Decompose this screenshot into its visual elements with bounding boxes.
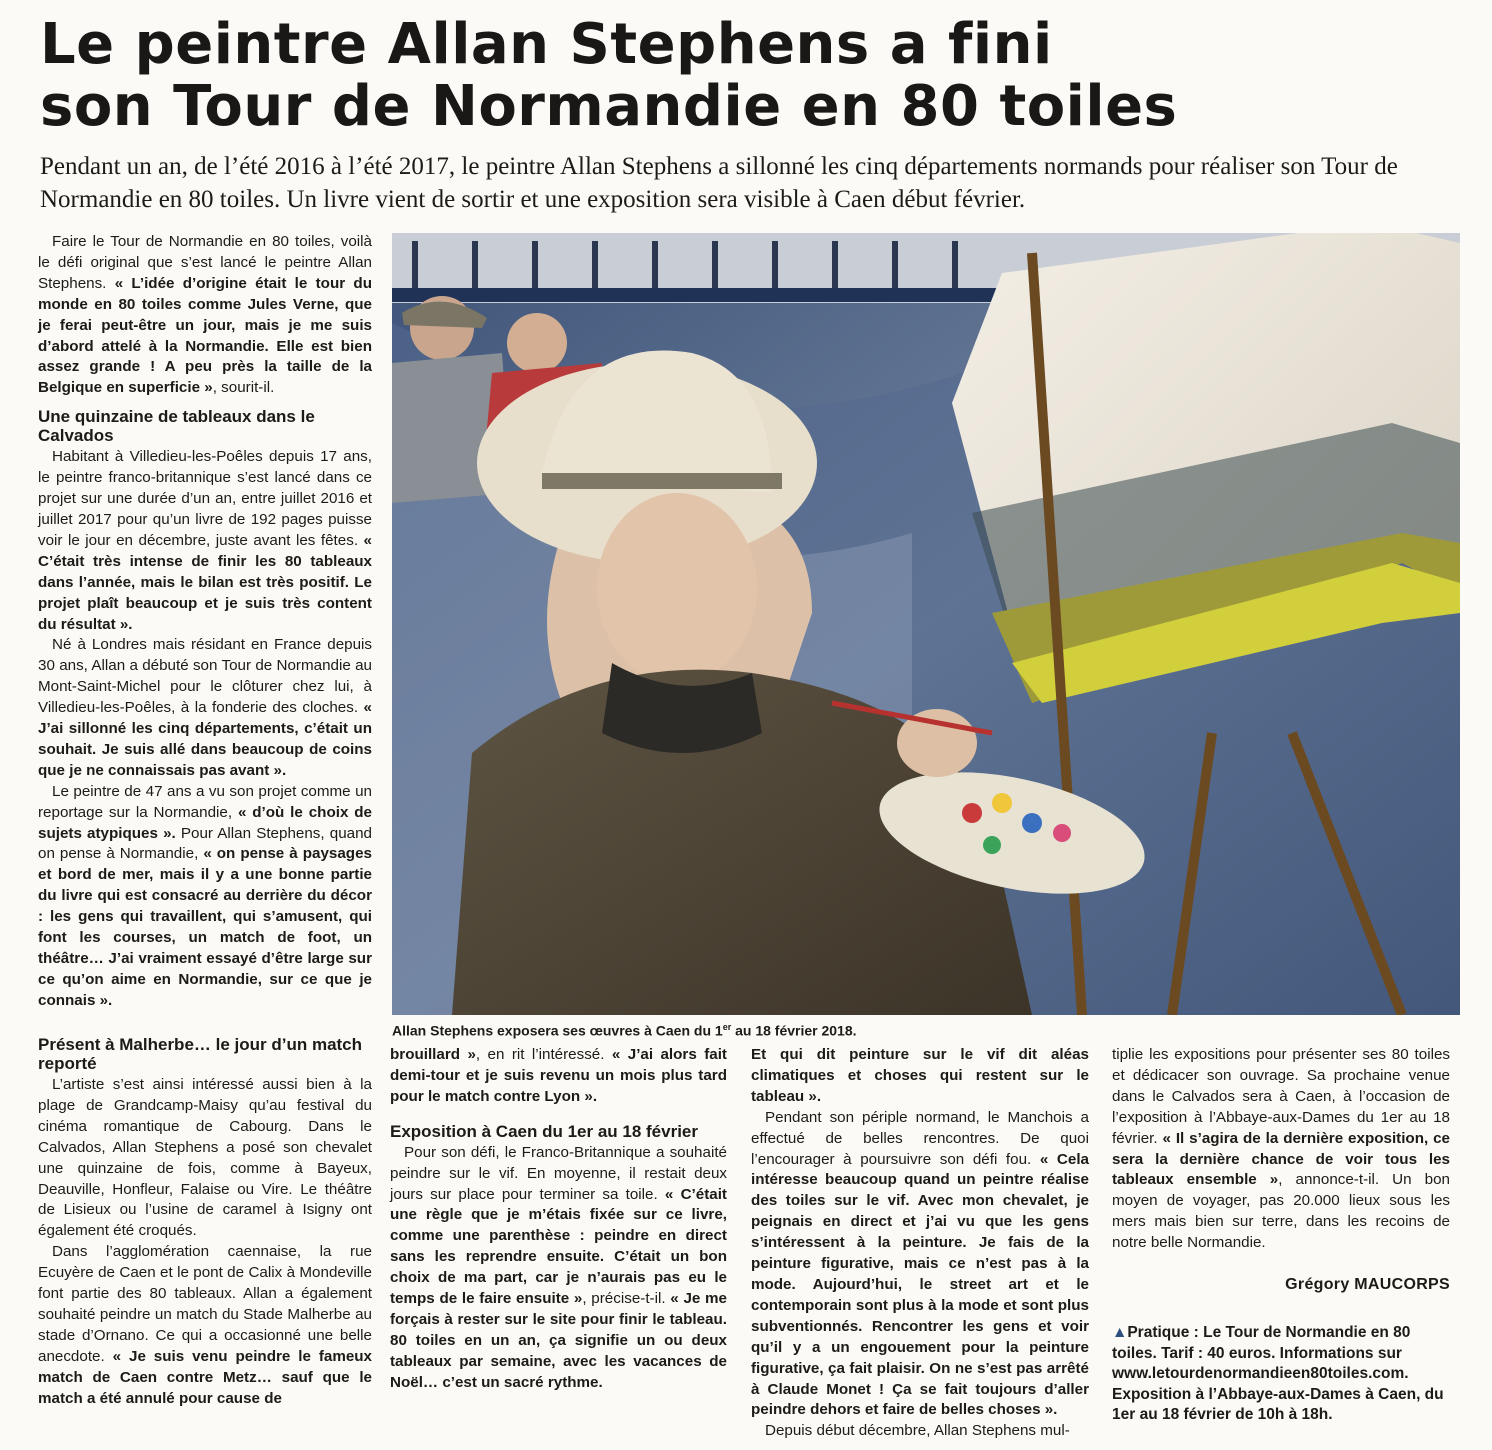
photo-caption [392,1018,1452,1040]
quote: « Cela intéresse beaucoup quand un peintre réalise des toiles sur le vif. Avec mon chevalet, je peignais en direct et j’ai vu que les gens s’intéressent à la peinture. Je fais de la peinture figurative, mais ce n’est pas à la mode. Aujourd’hui, le street art et le contemporain sont plus à la mode et sont plus subventionnés. Rencontrer les gens et voir qu’il y a un engouement pour la peinture figurative, ça fait plaisir. On ne s’est pas arrêté à Claude Monet ! Ça se fait toujours d’aller peindre dehors et faire de belles choses ». [751,1150,1089,1419]
text-run: Pour Allan Stephens, quand on pense à Normandie, [38,824,372,863]
paragraph [390,1045,727,1108]
quote: « on pense à paysages et bord de mer, mais il y a une bonne partie du livre qui est consacré au derrière du décor : les gens qui travaillent, qui s’amusent, qui font les courses, un match de foot, un théâtre… J’ai vraiment essayé d’être large sur ce qu’on aime en Normandie, sur ce que je connais ». [38,845,372,1009]
column-3 [751,1045,1089,1442]
subheading: Exposition à Caen du 1er au 18 février [390,1121,699,1141]
paragraph [751,1045,1089,1108]
author-signature: Grégory MAUCORPS [1285,1276,1450,1293]
text-run: , sourit-il. [212,379,275,397]
headline-line-2: son Tour de Normandie en 80 toiles [40,74,1178,139]
paragraph [38,232,372,399]
paragraph [38,635,372,781]
text-run: Dans l’agglomération caennaise, la rue Ecuyère de Caen et le pont de Calix à Mondeville font partie des 80 tableaux. Allan a également souhaité peindre un match du Stade Malherbe au stade d’Ornano. Ce qui a occasionné une belle anecdote. [38,1243,372,1365]
paragraph [38,447,372,635]
quote: « Je me forçais à rester sur le site pour finir le tableau. 80 toiles en un an, ça signifie un ou deux tableaux par semaine, avec les vacances de Noël… c’est un sacré rythme. [390,1290,727,1391]
column-4 [1112,1045,1450,1254]
article-headline [40,14,1460,138]
text-run: Le peintre de 47 ans a vu son projet comme un reportage sur la Normandie, [38,782,372,821]
caption-text: au 18 février 2018. [731,1022,857,1039]
quote: « Il s’agira de la dernière exposition, ce sera la dernière chance de voir tous les tableaux ensemble » [1112,1129,1450,1189]
quote: « Je suis venu peindre le fameux match de Caen contre Metz… sauf que le match a été annulé pour cause de [38,1347,372,1407]
paragraph [38,782,372,1012]
quote: « J’ai alors fait demi-tour et je suis revenu un mois plus tard pour le match contre Lyon ». [390,1046,727,1105]
text-run: tiplie les expositions pour présenter ses 80 toiles et dédicacer son ouvrage. Sa prochaine venue dans le Calvados sera à Caen, à l’occasion de l’exposition à l’Abbaye-aux-Dames du 1er au 18 février. [1112,1046,1450,1147]
quote: « L’idée d’origine était le tour du monde en 80 toiles comme Jules Verne, que je ferai peut-être un jour, mais je me suis d’abord attelé à la Normandie. Elle est bien assez grande ! A peu près la taille de la Belgique en superficie » [38,274,372,397]
quote: Et qui dit peinture sur le vif dit aléas climatiques et choses qui restent sur le tableau ». [751,1046,1089,1105]
article-photo [392,233,1460,1015]
paragraph [390,1143,727,1394]
practical-label: Pratique : [1127,1324,1199,1341]
article-lede: Pendant un an, de l’été 2016 à l’été 2017, le peintre Allan Stephens a sillonné les cinq départements normands pour réaliser son Tour de Normandie en 80 toiles. Un livre vient de sortir et une exposition sera visible à Caen début février. [40,153,1398,213]
quote: brouillard » [390,1046,476,1063]
text-run: Né à Londres mais résidant en France depuis 30 ans, Allan a débuté son Tour de Normandie au Mont-Saint-Michel pour le clôturer chez lui, à Villedieu-les-Poêles, à la fonderie des cloches. [38,636,372,717]
caption-superscript: er [722,1022,732,1032]
triangle-icon: ▲ [1112,1324,1128,1341]
quote: « J’ai sillonné les cinq départements, c’était un souhait. Je suis allé dans beaucoup de coins que je ne connaissais pas avant ». [38,699,372,779]
quote: « d’où le choix de sujets atypiques ». [38,803,372,842]
text-run: Habitant à Villedieu-les-Poêles depuis 17 ans, le peintre franco-britannique s’est lancé dans ce projet sur une durée d’un an, entre juillet 2016 et juillet 2017 pour qu’un livre de 192 pages puisse voir le jour en décembre, juste avant les fêtes. [38,448,372,549]
column-1 [38,232,372,1012]
caption-text: Allan Stephens exposera ses œuvres à Caen du 1 [392,1022,723,1039]
paragraph [1112,1045,1450,1254]
text-run: , précise-t-il. [582,1290,671,1308]
practical-info [1112,1323,1450,1426]
painter-photo-illustration [392,233,1460,1015]
practical-text: Le Tour de Normandie en 80 toiles. Tarif : 40 euros. Informations sur www.letourdenormandieen80toiles.com. Exposition à l’Abbaye-aux-Dames à Caen, du 1er au 18 février de 10h à 18h. [1112,1324,1444,1423]
paragraph [751,1108,1089,1422]
subheading: Une quinzaine de tableaux dans le Calvados [38,407,315,446]
subheading: Présent à Malherbe… le jour d’un match reporté [38,1035,363,1073]
paragraph: L’artiste s’est ainsi intéressé aussi bien à la plage de Grandcamp-Maisy qu’au festival du cinéma romantique de Cabourg. Dans le Calvados, Allan Stephens a posé son chevalet une quinzaine de fois, comme à Bayeux, Deauville, Honfleur, Falaise ou Vire. Le théâtre de Lisieux ou l’usine de caramel à Isigny ont également été croqués. [38,1076,372,1240]
headline-line-1: Le peintre Allan Stephens a fini [40,12,1053,77]
column-2 [390,1045,727,1394]
text-run: , annonce-t-il. Un bon moyen de voyager, pas 20.000 lieux sous les mers mais bien sur terre, dans les recoins de notre belle Normandie. [1112,1171,1450,1252]
quote: « C’était une règle que je m’étais fixée sur ce livre, comme une parenthèse : peindre en direct sans les reprendre ensuite. C’était un bon choix de ma part, car je n’aurais pas eu le temps de le faire ensuite » [390,1185,727,1308]
column-1-bottom [38,1035,372,1410]
paragraph: Depuis début décembre, Allan Stephens mul- [765,1422,1070,1440]
text-run: Pendant son périple normand, le Manchois a effectué de belles rencontres. De quoi l’encourager à poursuivre son défi fou. [751,1108,1089,1168]
text-run: Faire le Tour de Normandie en 80 toiles, voilà le défi original que s’est lancé le peintre Allan Stephens. [38,233,372,292]
text-run: Pour son défi, le Franco-Britannique a souhaité peindre sur le vif. En moyenne, il restait deux jours sur place pour terminer sa toile. [390,1143,727,1203]
paragraph [38,1242,372,1409]
text-run: , en rit l’intéressé. [475,1046,612,1063]
quote: « C’était très intense de finir les 80 tableaux dans l’année, mais le bilan est très positif. Le projet plaît beaucoup et je suis très content du résultat ». [38,531,372,633]
